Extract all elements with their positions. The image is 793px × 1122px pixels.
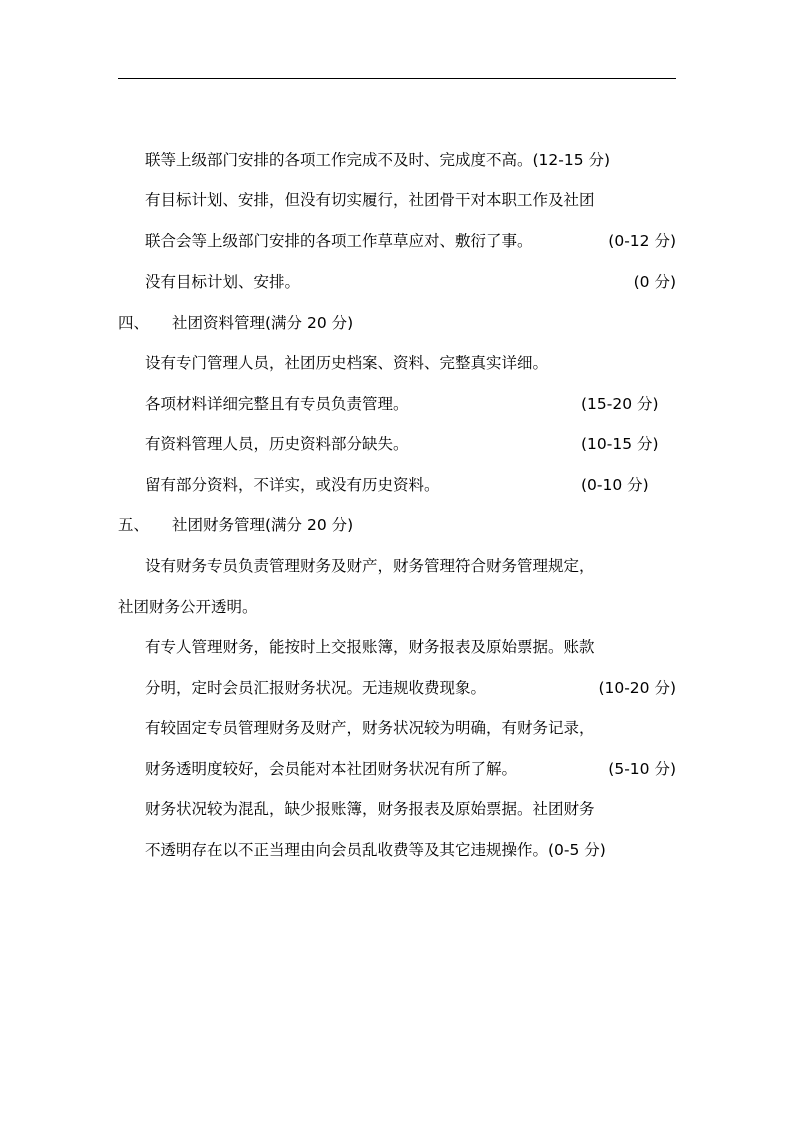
criteria-text: 分明，定时会员汇报财务状况。无违规收费现象。 [145, 679, 487, 697]
line-text: 没有目标计划、安排。 [145, 273, 301, 291]
criteria-text: 各项材料详细完整且有专员负责管理。 [145, 395, 409, 413]
criteria-item [145, 391, 676, 417]
criteria-item [145, 431, 676, 457]
criteria-item [145, 675, 676, 701]
section-heading-4 [118, 310, 676, 336]
criteria-item [145, 472, 676, 498]
line-text: 联合会等上级部门安排的各项工作草草应对、敷衍了事。 [145, 232, 533, 250]
score-label: (10-20 分) [598, 679, 676, 697]
score-label: (5-10 分) [608, 760, 676, 778]
criteria-item: 财务状况较为混乱，缺少报账簿，财务报表及原始票据。社团财务 [145, 800, 595, 818]
criteria-item: 有专人管理财务，能按时上交报账簿，财务报表及原始票据。账款 [145, 638, 595, 656]
section-title: 社团财务管理(满分 20 分) [172, 516, 354, 534]
score-label: (10-15 分) [581, 435, 659, 453]
section-heading-5 [118, 512, 676, 538]
score-label: (0-12 分) [608, 232, 676, 250]
header-rule [118, 78, 676, 79]
criteria-item: 有较固定专员管理财务及财产，财务状况较为明确，有财务记录， [145, 719, 595, 737]
score-label: (0 分) [633, 273, 676, 291]
score-label: (0-10 分) [581, 476, 649, 494]
paragraph-line [145, 228, 676, 254]
section-title: 社团资料管理(满分 20 分) [172, 314, 354, 332]
paragraph-line: 有目标计划、安排，但没有切实履行，社团骨干对本职工作及社团 [145, 191, 595, 209]
section-description: 设有财务专员负责管理财务及财产，财务管理符合财务管理规定， [145, 557, 595, 575]
criteria-text: 财务透明度较好，会员能对本社团财务状况有所了解。 [145, 760, 518, 778]
paragraph-line: 联等上级部门安排的各项工作完成不及时、完成度不高。(12-15 分) [145, 151, 611, 169]
criteria-item: 不透明存在以不正当理由向会员乱收费等及其它违规操作。(0-5 分) [145, 841, 606, 859]
section-number: 五、 [118, 516, 150, 534]
paragraph-line [145, 269, 676, 295]
criteria-text: 有资料管理人员，历史资料部分缺失。 [145, 435, 409, 453]
section-number: 四、 [118, 314, 150, 332]
section-description: 设有专门管理人员，社团历史档案、资料、完整真实详细。 [145, 354, 549, 372]
criteria-item [145, 756, 676, 782]
criteria-text: 留有部分资料，不详实，或没有历史资料。 [145, 476, 440, 494]
score-label: (15-20 分) [581, 395, 659, 413]
section-description: 社团财务公开透明。 [118, 598, 258, 616]
